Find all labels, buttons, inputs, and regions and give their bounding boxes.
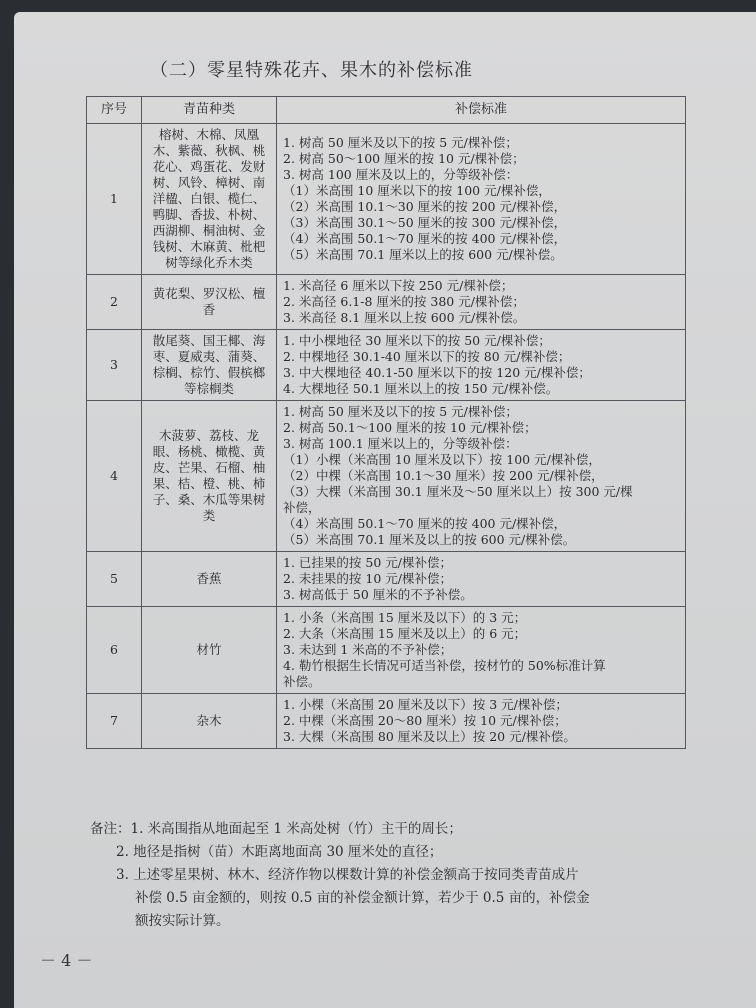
seedling-kind: 材竹 [142,607,277,694]
note-line-5: 额按实际计算。 [135,913,230,929]
standard-line: 3. 中大棵地径 40.1-50 厘米以下的按 120 元/棵补偿； [283,365,591,380]
row-number: 1 [87,124,142,275]
page-number: － 4 － [40,951,93,970]
standard-line: 1. 中小棵地径 30 厘米以下的按 50 元/棵补偿； [283,333,551,348]
standard-line: 2. 中棵（米高围 20～80 厘米）按 10 元/棵补偿； [283,713,567,728]
header-kind: 青苗种类 [142,97,277,124]
seedling-kind: 散尾葵、国王椰、海枣、夏威夷、蒲葵、棕榈、棕竹、假槟榔等棕榈类 [142,330,277,401]
table-row [87,124,686,275]
standard-line: 3. 树高 100 厘米及以上的，分等级补偿： [283,167,519,182]
table-row [87,275,686,330]
standard-line: （5）米高围 70.1 厘米以上的按 600 元/棵补偿。 [283,247,563,262]
table-row [87,552,686,607]
compensation-standard [277,401,686,552]
standard-line: 1. 树高 50 厘米及以下的按 5 元/棵补偿； [283,135,518,150]
note-line-2: 2. 地径是指树（苗）木距离地面高 30 厘米处的直径； [116,844,443,860]
standard-line: （1）米高围 10 厘米以下的按 100 元/棵补偿， [283,183,551,198]
seedling-kind: 杂木 [142,694,277,749]
standard-line: 1. 米高径 6 厘米以下按 250 元/棵补偿； [283,278,514,293]
standard-line: （1）小棵（米高围 10 厘米及以下）按 100 元/棵补偿， [283,452,601,467]
note-line-3: 3. 上述零星果树、林木、经济作物以棵数计算的补偿金额高于按同类青苗成片 [116,867,579,883]
standard-line: （3）大棵（米高围 30.1 厘米及～50 厘米以上）按 300 元/棵 [283,484,633,499]
standard-line: 3. 树高低于 50 厘米的不予补偿。 [283,587,473,602]
note-line-1 [90,818,710,841]
table-row [87,694,686,749]
table-header-row [87,97,686,124]
standard-line: 1. 已挂果的按 50 元/棵补偿； [283,555,452,570]
standard-line: （4）米高围 50.1～70 厘米的按 400 元/棵补偿， [283,231,567,246]
standard-line: （4）米高围 50.1～70 厘米的按 400 元/棵补偿， [283,516,567,531]
note-text-1: 1. 米高围指从地面起至 1 米高处树（竹）主干的周长； [130,821,462,837]
notes [90,818,710,933]
seedling-kind: 黄花梨、罗汉松、檀香 [142,275,277,330]
standard-line: （5）米高围 70.1 厘米及以上的按 600 元/棵补偿。 [283,532,576,547]
standard-line: 2. 大条（米高围 15 厘米及以上）的 6 元； [283,626,527,641]
standard-line: 4. 勒竹根据生长情况可适当补偿，按材竹的 50%标准计算 [283,658,606,673]
standard-line: 2. 树高 50.1～100 厘米的按 10 元/棵补偿； [283,420,537,435]
row-number: 2 [87,275,142,330]
table-row [87,607,686,694]
standard-line: 3. 树高 100.1 厘米以上的，分等级补偿： [283,436,518,451]
compensation-standard [277,694,686,749]
standard-line: 2. 米高径 6.1-8 厘米的按 380 元/棵补偿； [283,294,525,309]
standard-line: 3. 大棵（米高围 80 厘米及以上）按 20 元/棵补偿。 [283,729,576,744]
row-number: 6 [87,607,142,694]
standard-line: 1. 小棵（米高围 20 厘米及以下）按 3 元/棵补偿； [283,697,568,712]
standard-line: 2. 中棵地径 30.1-40 厘米以下的按 80 元/棵补偿； [283,349,571,364]
notes-label: 备注： [90,821,131,837]
row-number: 4 [87,401,142,552]
seedling-kind: 榕树、木棉、凤凰木、紫薇、秋枫、桃花心、鸡蛋花、发财树、风铃、樟树、南洋楹、白银、榄仁、鸭脚、香拔、朴树、西湖柳、桐油树、金钱树、木麻黄、枇杷树等绿化乔木类 [142,124,277,275]
seedling-kind: 香蕉 [142,552,277,607]
standard-line: 3. 未达到 1 米高的不予补偿； [283,642,453,657]
standard-line: 1. 小条（米高围 15 厘米及以下）的 3 元； [283,610,527,625]
row-number: 5 [87,552,142,607]
seedling-kind: 木菠萝、荔枝、龙眼、杨桃、橄榄、黄皮、芒果、石榴、柚果、桔、橙、桃、柿子、桑、木瓜等果树类 [142,401,277,552]
compensation-standard [277,607,686,694]
standard-line: 2. 树高 50～100 厘米的按 10 元/棵补偿； [283,151,525,166]
table-row [87,401,686,552]
table-row [87,330,686,401]
note-line-4: 补偿 0.5 亩金额的，则按 0.5 亩的补偿金额计算，若少于 0.5 亩的，补偿金 [135,890,590,906]
row-number: 7 [87,694,142,749]
standard-line: （2）米高围 10.1～30 厘米的按 200 元/棵补偿， [283,199,567,214]
standard-line: （2）中棵（米高围 10.1～30 厘米）按 200 元/棵补偿， [283,468,604,483]
compensation-table [86,96,686,749]
header-no: 序号 [87,97,142,124]
compensation-standard [277,330,686,401]
standard-line: 1. 树高 50 厘米及以下的按 5 元/棵补偿； [283,404,518,419]
standard-line: 补偿， [283,500,321,515]
header-standard: 补偿标准 [277,97,686,124]
standard-line: 2. 未挂果的按 10 元/棵补偿； [283,571,452,586]
compensation-standard [277,275,686,330]
compensation-standard [277,124,686,275]
section-title: （二）零星特殊花卉、果木的补偿标准 [150,60,473,81]
standard-line: 补偿。 [283,674,321,689]
standard-line: 4. 大棵地径 50.1 厘米以上的按 150 元/棵补偿。 [283,381,559,396]
row-number: 3 [87,330,142,401]
standard-line: （3）米高围 30.1～50 厘米的按 300 元/棵补偿， [283,215,567,230]
compensation-standard [277,552,686,607]
standard-line: 3. 米高径 8.1 厘米以上按 600 元/棵补偿。 [283,310,526,325]
